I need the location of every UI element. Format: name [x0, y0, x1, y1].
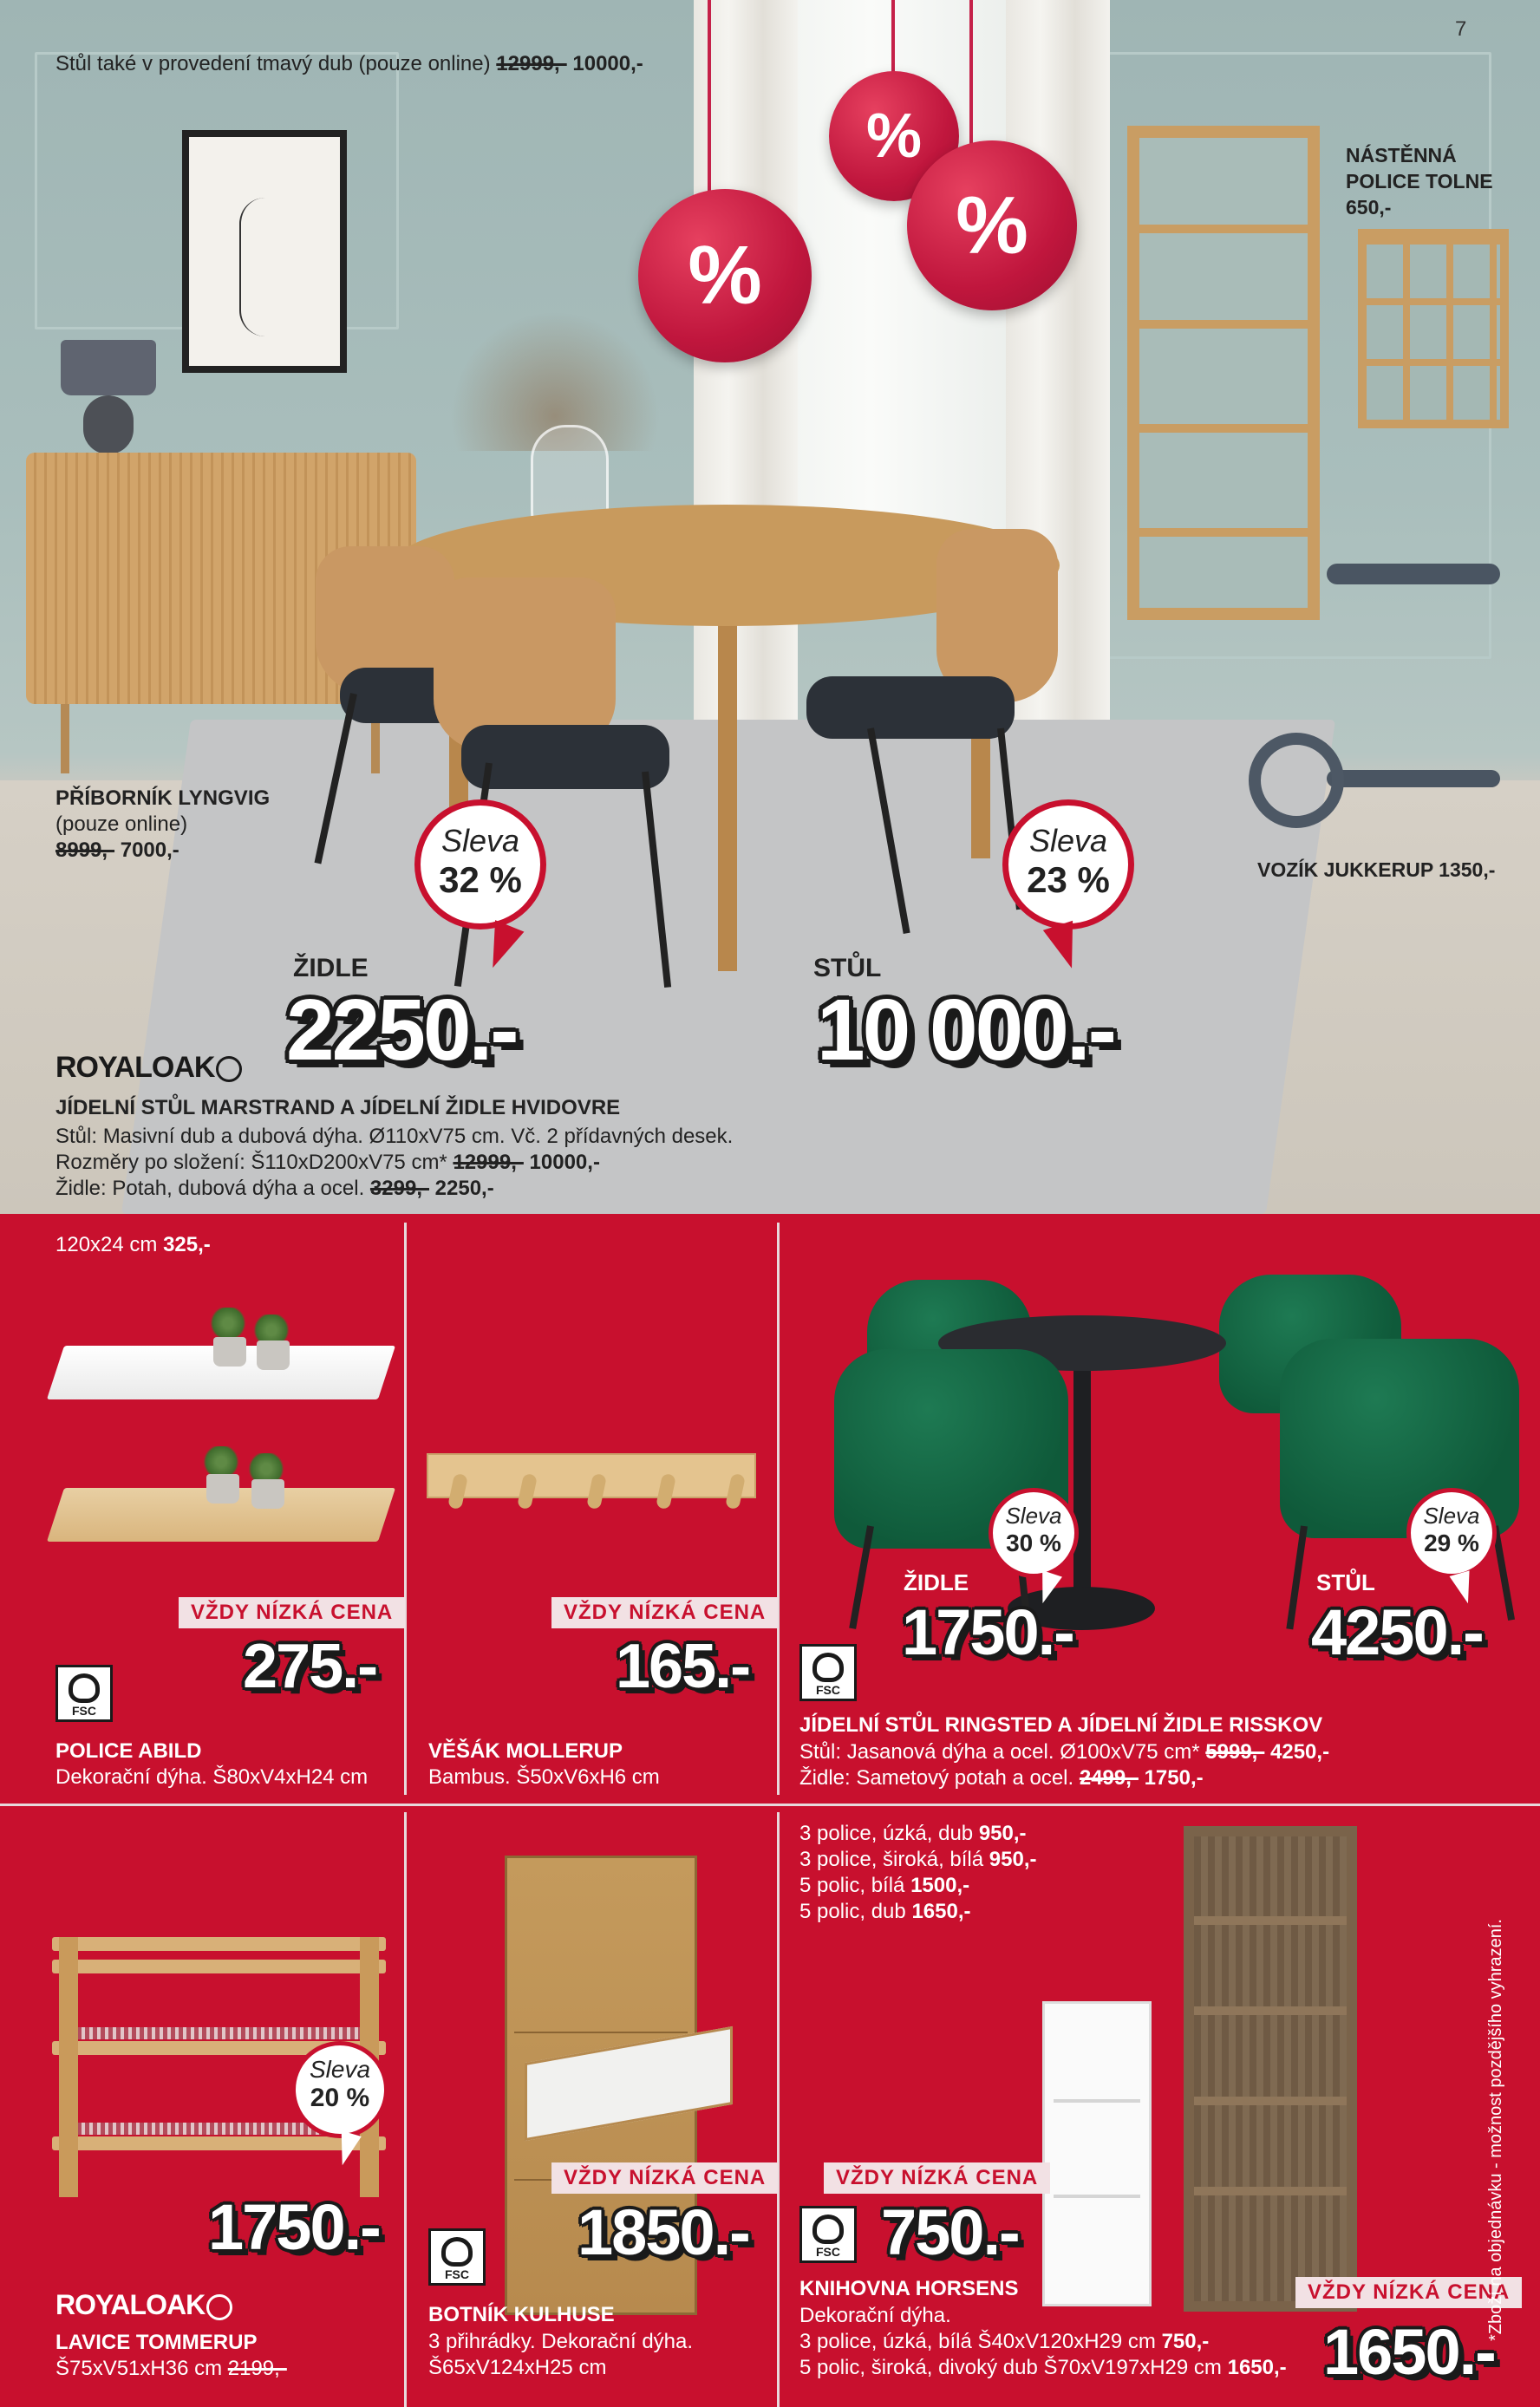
plant-pot — [257, 1340, 290, 1370]
abild-name: POLICE ABILD — [55, 1739, 202, 1763]
tommerup-price: 1750.- — [208, 2191, 380, 2263]
plant-pot — [251, 1479, 284, 1509]
fsc-logo: FSC — [55, 1665, 113, 1722]
kulhuse-price: 1850.- — [578, 2196, 749, 2268]
table-discount-badge: Sleva 29 % — [1406, 1488, 1497, 1578]
divider — [404, 1223, 407, 1795]
plant — [208, 1308, 248, 1339]
divider — [404, 1812, 407, 2407]
horsens-price: 750.- — [881, 2196, 1019, 2268]
always-low-price-badge: VŽDY NÍZKÁ CENA — [551, 1597, 778, 1628]
fsc-logo: FSC — [428, 2228, 486, 2286]
plant — [201, 1446, 241, 1477]
abild-variant: 120x24 cm 325,- — [55, 1233, 211, 1256]
bookcase-horsens-oak-image — [1184, 1826, 1357, 2312]
abild-desc: Dekorační dýha. Š80xV4xH24 cm — [55, 1765, 369, 1789]
royal-oak-logo: ROYALOAK — [55, 2289, 232, 2321]
percent-tag: % — [638, 189, 812, 362]
chair-discount-badge: Sleva 32 % — [414, 799, 546, 930]
tag-string — [708, 0, 711, 191]
kulhuse-desc: 3 přihrádky. Dekorační dýha. Š65xV124xH25 cm — [428, 2330, 694, 2379]
horsens-variants: 3 police, úzká, dub 950,- 3 police, široká, bílá 950,- 5 polic, bílá 1500,- 5 polic, dub 1650,- — [799, 1822, 1037, 1923]
chair-seat — [461, 725, 669, 789]
bench-discount-badge: Sleva 20 % — [291, 2041, 388, 2138]
mollerup-name: VĚŠÁK MOLLERUP — [428, 1739, 623, 1763]
always-low-price-badge: VŽDY NÍZKÁ CENA — [179, 1597, 405, 1628]
horsens-name: KNIHOVNA HORSENS — [799, 2277, 1019, 2300]
chair-seat — [806, 676, 1015, 739]
plant-pot — [206, 1474, 239, 1504]
sideboard-leg — [61, 704, 69, 773]
divider — [777, 1223, 780, 1795]
wall-art-frame — [182, 130, 347, 373]
horsens-price-large: 1650.- — [1323, 2316, 1495, 2388]
ringsted-name: JÍDELNÍ STŮL RINGSTED A JÍDELNÍ ŽIDLE RISSKOV — [799, 1713, 1323, 1737]
risskov-chair-price: 1750.- — [902, 1596, 1073, 1668]
table-price: 10 000.- — [817, 982, 1114, 1079]
kulhuse-name: BOTNÍK KULHUSE — [428, 2303, 615, 2326]
hero-product-title: JÍDELNÍ STŮL MARSTRAND A JÍDELNÍ ŽIDLE HVIDOVRE — [55, 1096, 621, 1119]
fsc-logo: FSC — [799, 2206, 857, 2263]
table-leg — [718, 607, 737, 971]
cart-jukkerup-wheel — [1249, 733, 1344, 828]
always-low-price-badge: VŽDY NÍZKÁ CENA — [1295, 2277, 1522, 2308]
order-side-note: *Zboží na objednávku - možnost pozdějšího vyhrazení. — [1486, 1919, 1505, 2341]
divider — [777, 1812, 780, 2407]
chair-label: ŽIDLE — [904, 1569, 969, 1595]
wall-shelf-tall-image — [1127, 126, 1320, 620]
ringsted-table-price: 4250.- — [1311, 1596, 1483, 1668]
dark-oak-note: Stůl také v provedení tmavý dub (pouze online) 12999,- 10000,- — [55, 52, 643, 75]
mollerup-desc: Bambus. Š50xV6xH6 cm — [428, 1765, 660, 1789]
always-low-price-badge: VŽDY NÍZKÁ CENA — [551, 2162, 778, 2194]
dried-flowers — [451, 277, 659, 451]
sideboard-lyngvig-label: PŘÍBORNÍK LYNGVIG (pouze online) 8999,- 7000,- — [55, 786, 271, 862]
chair-price: 2250.- — [286, 982, 517, 1079]
divider — [0, 1804, 1540, 1806]
chair-label: ŽIDLE — [293, 954, 369, 982]
page-number: 7 — [1455, 17, 1467, 41]
table-label: STŮL — [813, 954, 882, 982]
table-ringsted-stem — [1073, 1361, 1091, 1613]
table-label: STŮL — [1316, 1569, 1375, 1595]
horsens-desc: Dekorační dýha. 3 police, úzká, bílá Š40xV120xH29 cm 750,- 5 polic, široká, divoký dub Š70xV197xH29 cm 1650,- — [799, 2304, 1287, 2379]
tommerup-name: LAVICE TOMMERUP — [55, 2331, 258, 2354]
cart-jukkerup-label: VOZÍK JUKKERUP 1350,- — [1257, 858, 1496, 881]
wall-shelf-tolne-label: NÁSTĚNNÁ POLICE TOLNE 650,- — [1346, 144, 1493, 219]
royal-oak-logo: ROYALOAK — [55, 1051, 242, 1085]
percent-tag: % — [907, 140, 1077, 310]
table-discount-badge: Sleva 23 % — [1002, 799, 1134, 930]
cart-jukkerup-top — [1327, 564, 1500, 584]
wall-shelf-tolne-image — [1358, 229, 1509, 428]
fsc-logo: FSC — [799, 1644, 857, 1701]
percent-tag: % — [829, 71, 959, 201]
abild-price: 275.- — [243, 1632, 377, 1701]
bookcase-horsens-white-image — [1042, 2001, 1152, 2306]
plant-pot — [213, 1337, 246, 1367]
lamp-base — [83, 395, 134, 454]
hero-product-desc: Stůl: Masivní dub a dubová dýha. Ø110xV75 cm. Vč. 2 přídavných desek. Rozměry po složení: Š110xD200xV75 cm* 12999,- 10000,- Židle: Potah, dubová dýha a ocel. 3299,- 2250,- — [55, 1125, 734, 1200]
mollerup-price: 165.- — [616, 1632, 750, 1701]
cart-jukkerup-shelf — [1327, 770, 1500, 787]
chair-discount-badge: Sleva 30 % — [989, 1488, 1079, 1578]
ringsted-desc: Stůl: Jasanová dýha a ocel. Ø100xV75 cm* 5999,- 4250,- Židle: Sametový potah a ocel. 2499,- 1750,- — [799, 1740, 1330, 1790]
tag-string — [969, 0, 973, 147]
lamp-shade — [61, 340, 156, 395]
tommerup-desc: Š75xV51xH36 cm 2199,- — [55, 2357, 287, 2380]
always-low-price-badge: VŽDY NÍZKÁ CENA — [824, 2162, 1050, 2194]
